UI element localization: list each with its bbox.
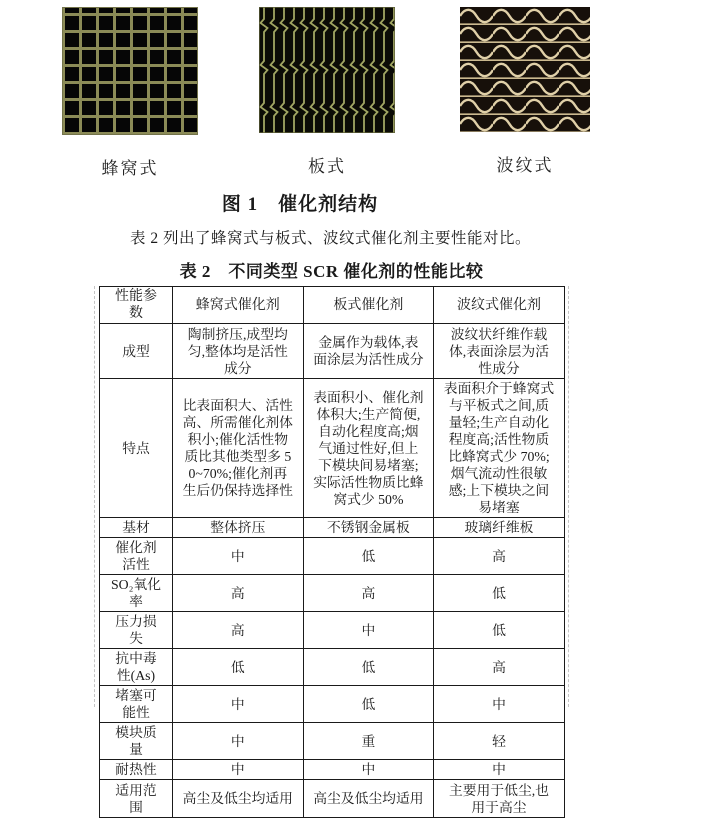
table-cell: 低 — [434, 575, 565, 612]
header-plate: 板式催化剂 — [303, 287, 434, 324]
row-param: 模块质量 — [100, 723, 173, 760]
table-cell: 高 — [303, 575, 434, 612]
figure-corrugated — [460, 7, 590, 176]
table-row — [100, 649, 565, 686]
row-param: 成型 — [100, 324, 173, 379]
table-cell: 低 — [303, 649, 434, 686]
table-cell: 高尘及低尘均适用 — [303, 780, 434, 818]
table-cell: 中 — [434, 686, 565, 723]
table-row — [100, 723, 565, 760]
row-param: 基材 — [100, 518, 173, 538]
table-cell: 金属作为载体,表面涂层为活性成分 — [303, 324, 434, 379]
table-cell: 高 — [434, 538, 565, 575]
table-cell: 高 — [434, 649, 565, 686]
table-cell: 中 — [173, 723, 304, 760]
table-cell: 中 — [434, 760, 565, 780]
table-title: 表 2 不同类型 SCR 催化剂的性能比较 — [179, 262, 484, 281]
corrugated-label: 波纹式 — [496, 156, 554, 175]
honeycomb-structure-image — [62, 7, 198, 135]
table-cell: 轻 — [434, 723, 565, 760]
table-cell: 整体挤压 — [173, 518, 304, 538]
table-row — [100, 780, 565, 818]
row-param: 特点 — [100, 379, 173, 518]
table-cell: 重 — [303, 723, 434, 760]
table-cell: 比表面积大、活性高、所需催化剂体积小;催化活性物质比其他类型多 50~70%;催化剂再生后仍保持选择性 — [173, 379, 304, 518]
row-param: 抗中毒性(As) — [100, 649, 173, 686]
header-honeycomb: 蜂窝式催化剂 — [173, 287, 304, 324]
table-cell: 低 — [173, 649, 304, 686]
header-corrugated: 波纹式催化剂 — [434, 287, 565, 324]
corrugated-structure-image — [460, 7, 590, 132]
table-cell: 主要用于低尘,也用于高尘 — [434, 780, 565, 818]
row-param: 堵塞可能性 — [100, 686, 173, 723]
right-guide-line — [568, 286, 569, 707]
table-row — [100, 518, 565, 538]
header-param: 性能参数 — [100, 287, 173, 324]
table-cell: 中 — [303, 612, 434, 649]
table-row — [100, 538, 565, 575]
table-row — [100, 760, 565, 780]
table-header-row — [100, 287, 565, 324]
table-cell: 表面积小、催化剂体积大;生产简便,自动化程度高;烟气通过性好,但上下模块间易堵塞;实际活性物质比蜂窝式少 50% — [303, 379, 434, 518]
table-cell: 不锈钢金属板 — [303, 518, 434, 538]
table-cell: 表面积介于蜂窝式与平板式之间,质量轻;生产自动化程度高;活性物质比蜂窝式少 70%;烟气流动性很敏感;上下模块之间易堵塞 — [434, 379, 565, 518]
left-guide-line — [94, 286, 95, 707]
table-cell: 低 — [434, 612, 565, 649]
row-param: 耐热性 — [100, 760, 173, 780]
figure-plate — [259, 7, 395, 177]
row-param: 压力损失 — [100, 612, 173, 649]
table-cell: 中 — [173, 538, 304, 575]
table-cell: 波纹状纤维作载体,表面涂层为活性成分 — [434, 324, 565, 379]
honeycomb-label: 蜂窝式 — [101, 159, 159, 178]
plate-structure-image — [259, 7, 395, 133]
table-row — [100, 686, 565, 723]
table-row — [100, 379, 565, 518]
table-cell: 中 — [303, 760, 434, 780]
performance-table — [99, 286, 565, 818]
figure-honeycomb — [62, 7, 198, 179]
row-param: 适用范围 — [100, 780, 173, 818]
table-row — [100, 575, 565, 612]
table-row — [100, 612, 565, 649]
intro-paragraph: 表 2 列出了蜂窝式与板式、波纹式催化剂主要性能对比。 — [130, 230, 532, 247]
plate-label: 板式 — [308, 157, 346, 176]
table-cell: 陶制挤压,成型均匀,整体均是活性成分 — [173, 324, 304, 379]
table-cell: 低 — [303, 538, 434, 575]
row-param: SO₂氧化率 — [100, 575, 173, 612]
table-cell: 高尘及低尘均适用 — [173, 780, 304, 818]
table-cell: 中 — [173, 686, 304, 723]
table-row — [100, 324, 565, 379]
row-param: 催化剂活性 — [100, 538, 173, 575]
table-cell: 高 — [173, 612, 304, 649]
table-cell: 低 — [303, 686, 434, 723]
table-cell: 玻璃纤维板 — [434, 518, 565, 538]
table-cell: 高 — [173, 575, 304, 612]
figure-caption: 图 1 催化剂结构 — [221, 194, 379, 215]
table-cell: 中 — [173, 760, 304, 780]
